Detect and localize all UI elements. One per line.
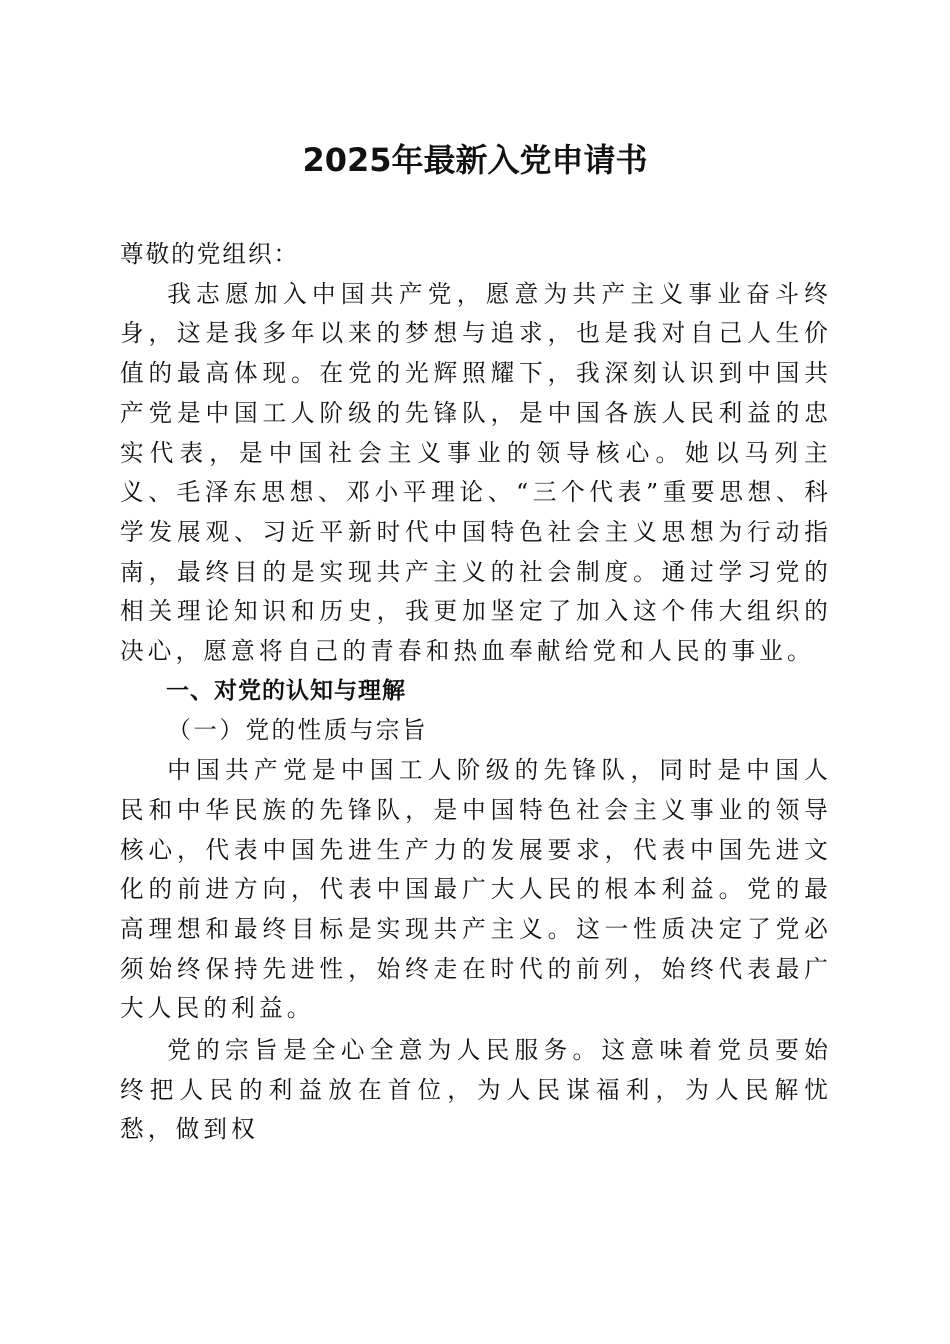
paragraph-party-nature: 中国共产党是中国工人阶级的先锋队，同时是中国人民和中华民族的先锋队，是中国特色社会主义事业的领导核心，代表中国先进生产力的发展要求，代表中国先进文化的前进方向，代表中国最广大人民的根本利益。党的最高理想和最终目标是实现共产主义。这一性质决定了党必须始终保持先进性，始终走在时代的前列，始终代表最广大人民的利益。 [120, 756, 832, 1023]
document-body [120, 235, 832, 1150]
intro-paragraph: 我志愿加入中国共产党，愿意为共产主义事业奋斗终身，这是我多年以来的梦想与追求，也是我对自己人生价值的最高体现。在党的光辉照耀下，我深刻认识到中国共产党是中国工人阶级的先锋队，是中国各族人民利益的忠实代表，是中国社会主义事业的领导核心。她以马列主义、毛泽东思想、邓小平理论、“三个代表”重要思想、科学发展观、习近平新时代中国特色社会主义思想为行动指南，最终目的是实现共产主义的社会制度。通过学习党的相关理论知识和历史，我更加坚定了加入这个伟大组织的决心，愿意将自己的青春和热血奉献给党和人民的事业。 [120, 279, 832, 666]
paragraph-party-purpose: 党的宗旨是全心全意为人民服务。这意味着党员要始终把人民的利益放在首位，为人民谋福利，为人民解忧愁，做到权 [120, 1036, 832, 1144]
section-heading-1: 一、对党的认知与理解 [166, 677, 406, 704]
document-title: 2025年最新入党申请书 [302, 141, 648, 179]
salutation: 尊敬的党组织： [120, 240, 300, 268]
subsection-heading-1: （一）党的性质与宗旨 [167, 716, 429, 745]
